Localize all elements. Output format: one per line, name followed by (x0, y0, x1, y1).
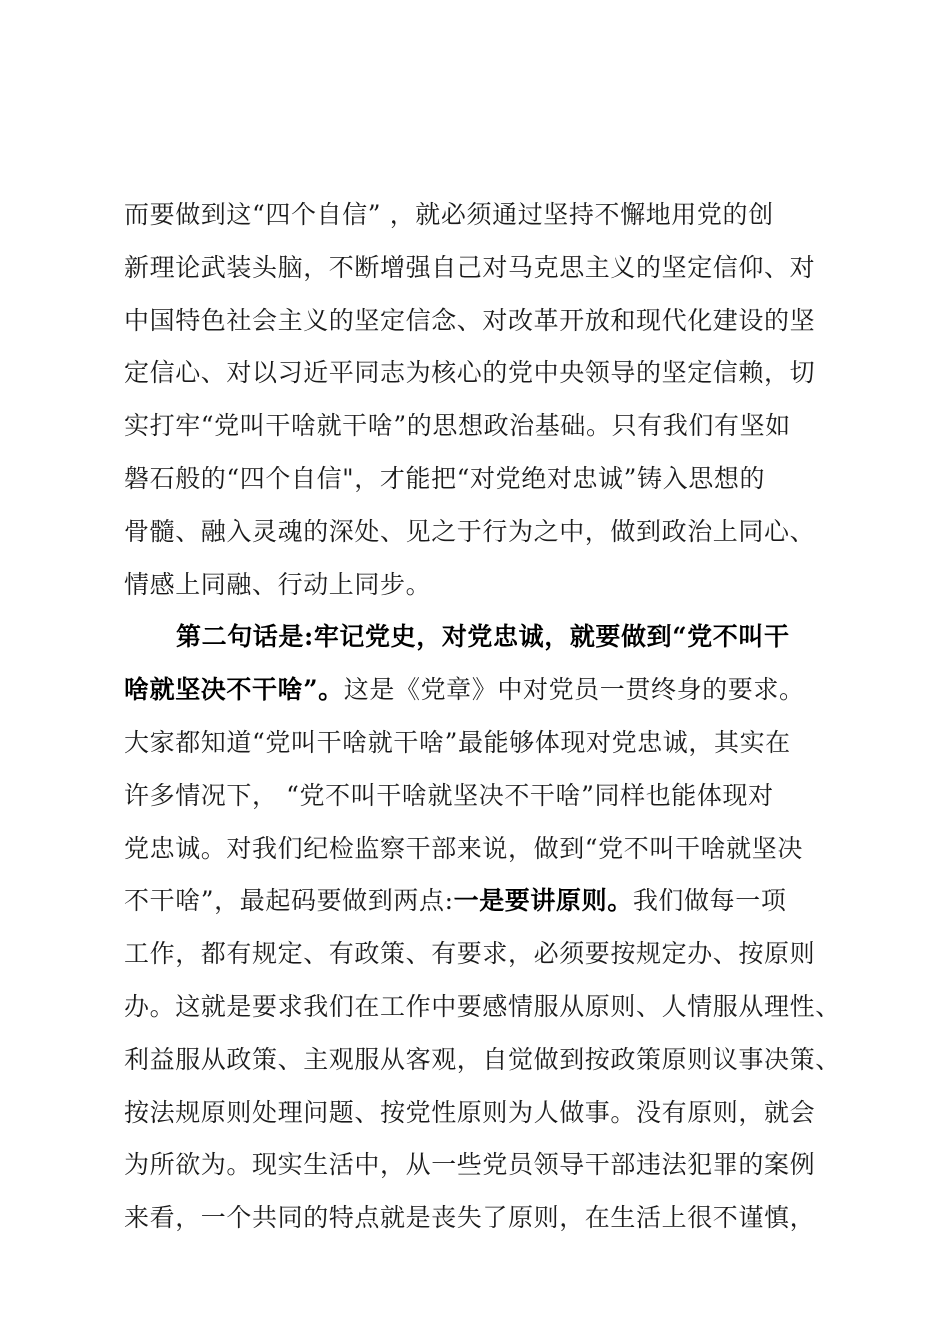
paragraph1-line-4: 定信心、对以习近平同志为核心的党中央领导的坚定信赖，切 (124, 358, 816, 388)
paragraph1-line-8: 情感上同融、行动上同步。 (124, 569, 432, 599)
paragraph2-line-8: 办。这就是要求我们在工作中要感情服从原则、人情服从理性、 (124, 991, 841, 1021)
paragraph2-line-6-tail: 我们做每一项 (632, 886, 787, 916)
paragraph2-line-2 (124, 667, 844, 720)
paragraph1-line-3: 中国特色社会主义的坚定信念、对改革开放和现代化建设的坚 (124, 305, 816, 335)
paragraph1-line-6: 磐石般的“四个自信"，才能把“对党绝对忠诚”铸入思想的 (124, 463, 766, 493)
paragraph2-line-6-text: 不干啥”，最起码要做到两点: (124, 886, 454, 916)
paragraph2-line-9: 利益服从政策、主观服从客观，自觉做到按政策原则议事决策、 (124, 1044, 841, 1074)
paragraph2-line-6 (124, 878, 844, 931)
paragraph2-line-2-text: 这是《党章》中对党员一贯终身的要求。 (343, 675, 805, 705)
paragraph2-line-3: 大家都知道“党叫干啥就干啥”最能够体现对党忠诚，其实在 (124, 727, 791, 757)
paragraph1-line-1: 而要做到这“四个自信” ，就必须通过坚持不懈地用党的创 (124, 200, 774, 229)
section-heading-bold: 第二句话是:牢记党史，对党忠诚，就要做到“党不叫干 (176, 622, 790, 652)
section-heading-bold-end: 啥就坚决不干啥”。 (124, 675, 344, 705)
paragraph1-line-7: 骨髓、融入灵魂的深处、见之于行为之中，做到政治上同心、 (124, 516, 816, 546)
paragraph2-line-1 (124, 614, 844, 667)
paragraph2-line-10: 按法规原则处理问题、按党性原则为人做事。没有原则，就会 (124, 1097, 816, 1127)
paragraph2-line-11: 为所欲为。现实生活中，从一些党员领导干部违法犯罪的案例 (124, 1150, 816, 1180)
point-one-bold: 一是要讲原则。 (453, 886, 633, 916)
paragraph2-line-7: 工作，都有规定、有政策、有要求，必须要按规定办、按原则 (124, 939, 816, 969)
paragraph2-line-12: 来看，一个共同的特点就是丧失了原则，在生活上很不谨慎， (124, 1203, 816, 1233)
paragraph1-line-2: 新理论武装头脑，不断增强自己对马克思主义的坚定信仰、对 (124, 252, 816, 282)
paragraph2-line-5: 党忠诚。对我们纪检监察干部来说，做到“党不叫干啥就坚决 (124, 833, 803, 863)
paragraph1-line-5: 实打牢“党叫干啥就干啥”的思想政治基础。只有我们有坚如 (124, 411, 791, 441)
paragraph2-line-4: 许多情况下， “党不叫干啥就坚决不干啥”同样也能体现对 (124, 780, 774, 810)
document-body (124, 192, 844, 1248)
